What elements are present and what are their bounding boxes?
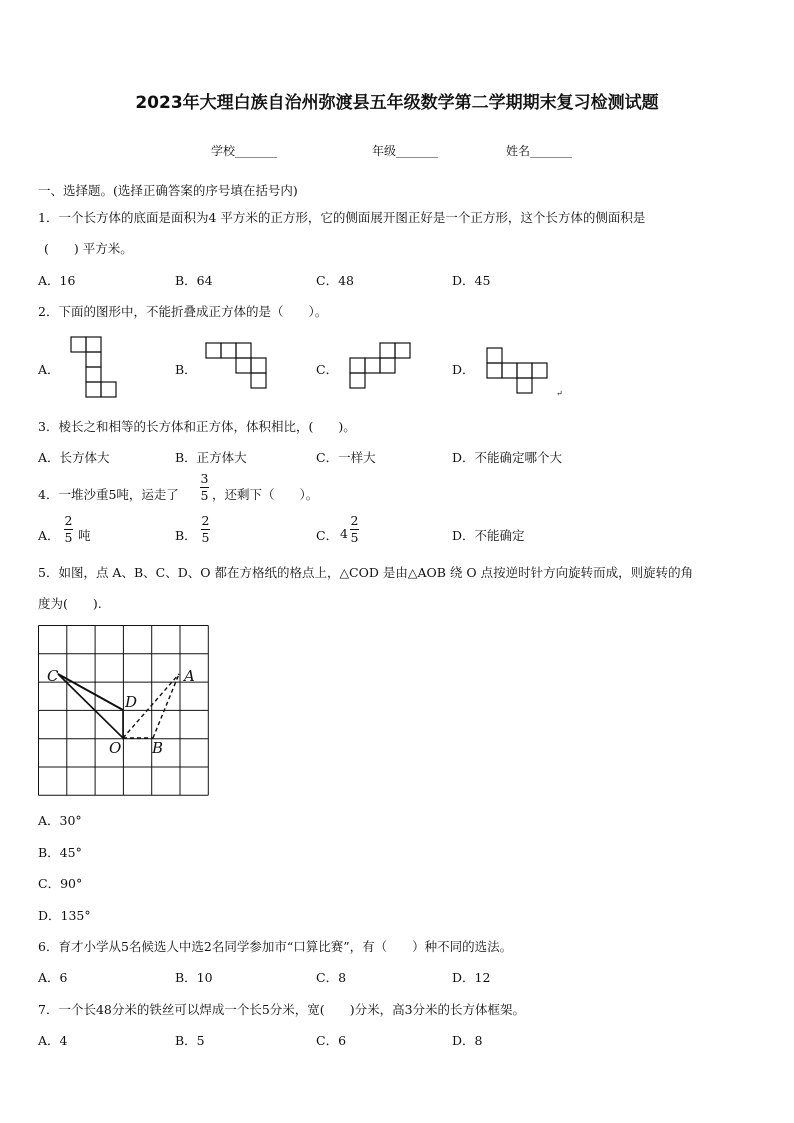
cube-net-a <box>71 337 116 397</box>
stray-mark: ↵ <box>556 389 563 398</box>
q7-text: 7．一个长48分米的铁丝可以焊成一个长5分米，宽( )分米，高3分米的长方体框架。 <box>38 1002 526 1017</box>
q1-text-cont: ( ) 平方米。 <box>44 241 133 256</box>
q4-a-num: 2 <box>64 513 73 528</box>
q5-option-c: C．90° <box>38 876 83 891</box>
q7-option-b: B．5 <box>175 1033 205 1048</box>
cube-net-b <box>206 343 266 388</box>
cube-nets-figure <box>0 0 794 420</box>
label-c: C <box>47 667 59 685</box>
segment-c-o <box>58 674 123 738</box>
rotation-grid-figure <box>38 625 210 795</box>
grade-field: 年级_______ <box>372 144 439 158</box>
q5-option-b: B．45° <box>38 845 82 860</box>
q1-option-a: A．16 <box>38 273 76 288</box>
q3-option-c: C．一样大 <box>316 450 376 465</box>
q4-option-a-label: A． <box>38 528 60 543</box>
q2-label-d: D． <box>452 362 475 377</box>
q4-b-den: 5 <box>201 530 210 545</box>
q3-option-d: D．不能确定哪个大 <box>452 450 563 465</box>
page-title: 2023年大理白族自治州弥渡县五年级数学第二学期期末复习检测试题 <box>135 93 659 113</box>
name-field: 姓名_______ <box>506 144 573 158</box>
q4-option-c-whole: 4 <box>340 526 348 541</box>
q2-text: 2．下面的图形中，不能折叠成正方体的是（ ）。 <box>38 304 328 319</box>
q6-option-c: C．8 <box>316 970 347 985</box>
q1-option-b: B．64 <box>175 273 213 288</box>
label-b: B <box>152 739 164 757</box>
q4-text-end: ，还剩下（ ）。 <box>212 487 319 502</box>
q4-b-num: 2 <box>201 513 210 528</box>
q4-option-c-fraction <box>350 514 359 545</box>
q2-label-a: A． <box>38 362 60 377</box>
q2-label-c: C． <box>316 362 339 377</box>
q4-option-b-fraction <box>201 514 210 545</box>
q5-text: 5．如图，点 A、B、C、D、O 都在方格纸的格点上，△COD 是由△AOB 绕 O 点按逆时针方向旋转而成，则旋转的角 <box>38 565 694 580</box>
q4-c-num: 2 <box>350 513 359 528</box>
label-o: O <box>109 739 122 757</box>
q6-option-a: A．6 <box>38 970 68 985</box>
q4-fraction-num: 3 <box>200 471 209 486</box>
q2-label-b: B． <box>175 362 197 377</box>
q4-option-a-unit: 吨 <box>78 528 91 543</box>
q4-option-c-label: C． <box>316 528 339 543</box>
q4-option-d: D．不能确定 <box>452 528 525 543</box>
q4-c-den: 5 <box>350 530 359 545</box>
label-a: A <box>184 667 195 685</box>
q1-option-d: D．45 <box>452 273 491 288</box>
q6-option-b: B．10 <box>175 970 213 985</box>
q6-option-d: D．12 <box>452 970 491 985</box>
q7-option-a: A．4 <box>38 1033 68 1048</box>
q1-option-c: C．48 <box>316 273 354 288</box>
cube-net-c <box>350 343 410 388</box>
q4-a-den: 5 <box>64 530 73 545</box>
q3-option-b: B．正方体大 <box>175 450 247 465</box>
q1-text: 1．一个长方体的底面是面积为4 平方米的正方形，它的侧面展开图正好是一个正方形，这个长方体的侧面积是 <box>38 210 646 225</box>
section-heading: 一、选择题。(选择正确答案的序号填在括号内) <box>38 183 298 198</box>
label-d: D <box>125 693 138 711</box>
segment-b-a <box>153 674 179 738</box>
q4-option-b-label: B． <box>175 528 197 543</box>
q7-option-c: C．6 <box>316 1033 347 1048</box>
q5-text-cont: 度为( ). <box>38 596 102 611</box>
school-field: 学校_______ <box>211 144 278 158</box>
q4-option-a-fraction <box>64 514 73 545</box>
q4-fraction <box>200 472 209 503</box>
q5-option-d: D．135° <box>38 908 91 923</box>
q4-text: 4．一堆沙重5吨，运走了 <box>38 487 179 502</box>
cube-net-d <box>487 348 547 393</box>
q5-option-a: A．30° <box>38 813 82 828</box>
segment-c-d <box>58 674 123 710</box>
q7-option-d: D．8 <box>452 1033 483 1048</box>
q3-text: 3．棱长之和相等的长方体和正方体，体积相比，( )。 <box>38 419 356 434</box>
q6-text: 6．育才小学从5名候选人中选2名同学参加市“口算比赛”，有（ ）种不同的选法。 <box>38 939 513 954</box>
q4-fraction-den: 5 <box>200 488 209 503</box>
q3-option-a: A．长方体大 <box>38 450 110 465</box>
